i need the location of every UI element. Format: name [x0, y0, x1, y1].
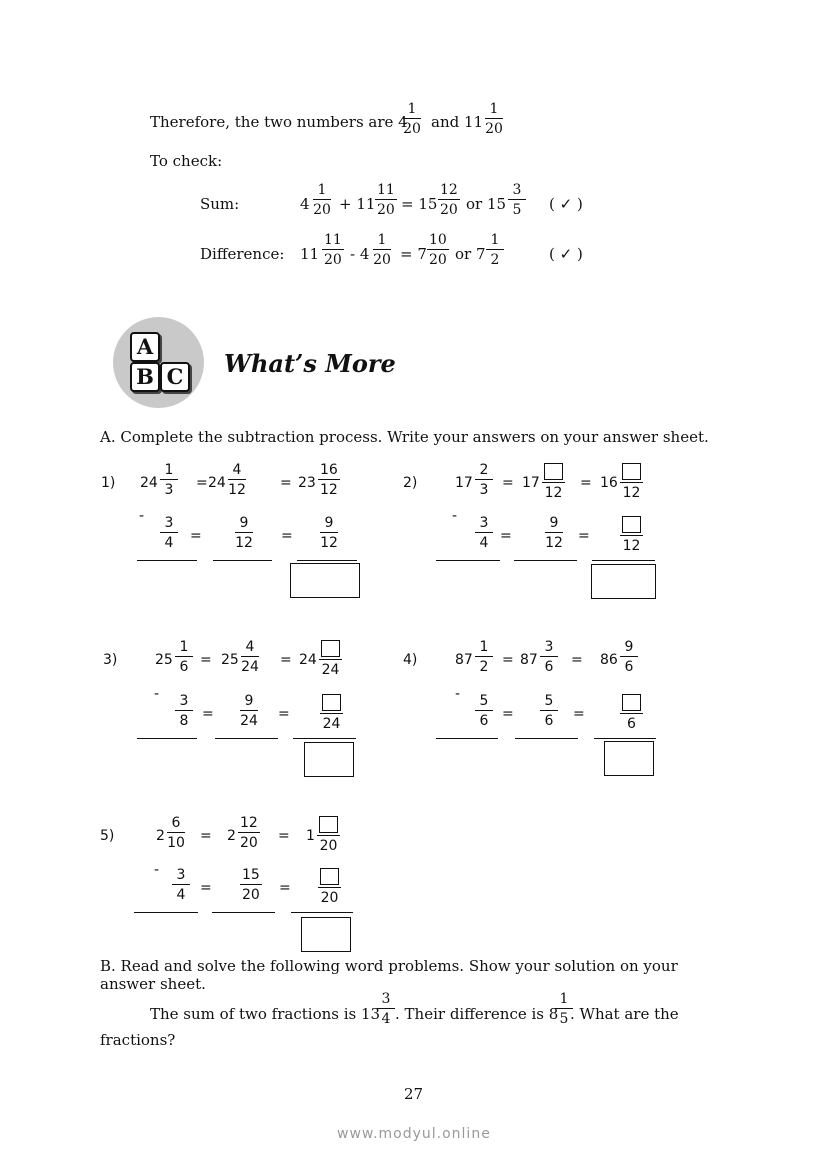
check-mark: ( ✓ ) — [549, 195, 583, 213]
answer-blank[interactable] — [622, 463, 641, 480]
abc-blocks-icon — [113, 317, 204, 408]
equals-sign: = — [571, 652, 583, 668]
equals-sign: = — [502, 475, 514, 491]
problem-text-4: fractions? — [100, 1031, 176, 1049]
fraction: $\frac{9}{24}$ — [240, 693, 258, 729]
fraction: $\frac{3}{5}$ — [508, 183, 526, 217]
fraction: $\frac{1}{2}$ — [486, 233, 504, 267]
problem-text-1: The sum of two fractions is 13 — [150, 1005, 381, 1023]
underline — [291, 912, 353, 913]
equals-sign: = — [578, 528, 590, 544]
whole-number: 17 — [522, 475, 540, 491]
fraction: $\frac{3}{6}$ — [540, 640, 558, 674]
answer-box[interactable] — [604, 741, 654, 776]
underline — [293, 738, 356, 739]
fraction: $\frac{4}{24}$ — [241, 639, 259, 675]
equals-sign: = — [202, 706, 214, 722]
underline — [592, 560, 655, 561]
section-title: What’s More — [224, 349, 396, 378]
answer-blank[interactable] — [622, 516, 641, 533]
fraction: $\frac{3}{4}$ — [377, 992, 395, 1026]
underline — [212, 912, 275, 913]
difference-label: Difference: — [200, 245, 285, 263]
equals-sign: = — [278, 706, 290, 722]
sum-op: + 11 — [339, 195, 376, 213]
problem-number: 3) — [103, 652, 118, 668]
fraction: 12 — [620, 463, 643, 500]
fraction: $\frac{15}{20}$ — [242, 867, 260, 903]
underline — [436, 738, 498, 739]
equals-sign: = — [279, 880, 291, 896]
equals-sign: = — [281, 528, 293, 544]
equals-sign: = — [200, 828, 212, 844]
block-c: C — [160, 362, 190, 392]
whole-number: 16 — [600, 475, 618, 491]
minus-sign: - — [154, 686, 160, 702]
equals-sign: = — [580, 475, 592, 491]
problem-text-2: . Their difference is 8 — [395, 1005, 559, 1023]
fraction: $\frac{1}{5}$ — [555, 992, 573, 1026]
sum-label: Sum: — [200, 195, 240, 213]
minus-sign: - — [452, 508, 458, 524]
whole-number: 17 — [455, 475, 473, 491]
whole-number: 23 — [298, 475, 316, 491]
part-b-instruction: B. Read and solve the following word problems. Show your solution on your answer sheet. — [100, 957, 678, 993]
underline — [215, 738, 278, 739]
fraction: $\frac{1}{20}$ — [313, 182, 331, 218]
answer-blank[interactable] — [319, 816, 338, 833]
fraction: 12 — [542, 463, 565, 500]
whole-number: 2 — [156, 828, 165, 844]
fraction: $\frac{9}{12}$ — [545, 515, 563, 551]
underline — [137, 738, 197, 739]
answer-box[interactable] — [301, 917, 351, 952]
problem-text-3: . What are the — [570, 1005, 679, 1023]
equals-sign: = — [190, 528, 202, 544]
equals-sign: = — [200, 652, 212, 668]
fraction: $\frac{10}{20}$ — [429, 232, 447, 268]
answer-blank[interactable] — [622, 694, 641, 711]
whole-number: 87 — [455, 652, 473, 668]
problem-number: 1) — [101, 475, 116, 491]
fraction: 24 — [320, 694, 343, 731]
fraction: 12 — [620, 516, 643, 553]
sum-eq: = 15 — [401, 195, 438, 213]
watermark: www.modyul.online — [337, 1126, 491, 1142]
diff-whole: 11 — [300, 245, 320, 263]
equals-sign: = — [280, 652, 292, 668]
sum-or: or 15 — [466, 195, 507, 213]
equals-sign: = — [278, 828, 290, 844]
fraction: $\frac{12}{20}$ — [240, 815, 258, 851]
fraction: $\frac{4}{12}$ — [228, 462, 246, 498]
fraction: $\frac{9}{6}$ — [620, 640, 638, 674]
fraction: $\frac{2}{3}$ — [475, 463, 493, 497]
fraction: $\frac{1}{3}$ — [160, 463, 178, 497]
diff-eq: = 7 — [400, 245, 427, 263]
whole-number: 2 — [227, 828, 236, 844]
whole-number: 87 — [520, 652, 538, 668]
fraction: $\frac{3}{4}$ — [160, 516, 178, 550]
underline — [134, 912, 198, 913]
and-text: and 11 — [431, 113, 484, 131]
fraction: $\frac{1}{20}$ — [373, 232, 391, 268]
fraction: 24 — [319, 640, 342, 677]
answer-box[interactable] — [290, 563, 360, 598]
fraction: $\frac{16}{12}$ — [320, 462, 338, 498]
block-a: A — [130, 332, 160, 362]
to-check-label: To check: — [150, 152, 223, 170]
fraction: 6 — [620, 694, 643, 731]
fraction: $\frac{3}{8}$ — [175, 694, 193, 728]
underline — [515, 738, 578, 739]
fraction: $\frac{1}{20}$ — [485, 101, 503, 137]
problem-number: 2) — [403, 475, 418, 491]
equals-sign: = — [280, 475, 292, 491]
fraction: $\frac{6}{10}$ — [167, 815, 185, 851]
fraction: $\frac{3}{4}$ — [172, 868, 190, 902]
block-b: B — [130, 362, 160, 392]
minus-sign: - — [154, 862, 160, 878]
problem-number: 4) — [403, 652, 418, 668]
underline — [297, 560, 357, 561]
fraction: $\frac{1}{20}$ — [403, 101, 421, 137]
equals-sign: = — [502, 652, 514, 668]
answer-blank[interactable] — [544, 463, 563, 480]
check-mark: ( ✓ ) — [549, 245, 583, 263]
answer-box[interactable] — [591, 564, 656, 599]
equals-sign: = — [196, 475, 208, 491]
diff-op: - 4 — [350, 245, 370, 263]
fraction: $\frac{1}{2}$ — [475, 640, 493, 674]
whole-number: 1 — [306, 828, 315, 844]
whole-number: 24 — [140, 475, 158, 491]
fraction: $\frac{3}{4}$ — [475, 516, 493, 550]
answer-blank[interactable] — [322, 694, 341, 711]
minus-sign: - — [455, 686, 461, 702]
whole-number: 86 — [600, 652, 618, 668]
whole-number: 24 — [299, 652, 317, 668]
equals-sign: = — [200, 880, 212, 896]
page-number: 27 — [404, 1085, 424, 1103]
answer-box[interactable] — [304, 742, 354, 777]
fraction: $\frac{11}{20}$ — [324, 232, 342, 268]
underline — [213, 560, 272, 561]
equals-sign: = — [573, 706, 585, 722]
fraction: $\frac{11}{20}$ — [377, 182, 395, 218]
fraction: $\frac{5}{6}$ — [540, 694, 558, 728]
whole-number: 25 — [155, 652, 173, 668]
fraction: 20 — [317, 816, 340, 853]
therefore-text: Therefore, the two numbers are 4 — [150, 113, 408, 131]
part-a-instruction: A. Complete the subtraction process. Write your answers on your answer sheet. — [100, 428, 709, 446]
fraction: 20 — [318, 868, 341, 905]
equals-sign: = — [500, 528, 512, 544]
answer-blank[interactable] — [320, 868, 339, 885]
fraction: $\frac{5}{6}$ — [475, 694, 493, 728]
problem-number: 5) — [100, 828, 115, 844]
fraction: $\frac{9}{12}$ — [320, 515, 338, 551]
underline — [137, 560, 197, 561]
whole-number: 24 — [208, 475, 226, 491]
fraction: $\frac{12}{20}$ — [440, 182, 458, 218]
answer-blank[interactable] — [321, 640, 340, 657]
fraction: $\frac{9}{12}$ — [235, 515, 253, 551]
underline — [514, 560, 577, 561]
sum-whole: 4 — [300, 195, 310, 213]
equals-sign: = — [502, 706, 514, 722]
diff-or: or 7 — [455, 245, 486, 263]
underline — [594, 738, 656, 739]
whole-number: 25 — [221, 652, 239, 668]
minus-sign: - — [139, 508, 145, 524]
underline — [436, 560, 500, 561]
fraction: $\frac{1}{6}$ — [175, 640, 193, 674]
